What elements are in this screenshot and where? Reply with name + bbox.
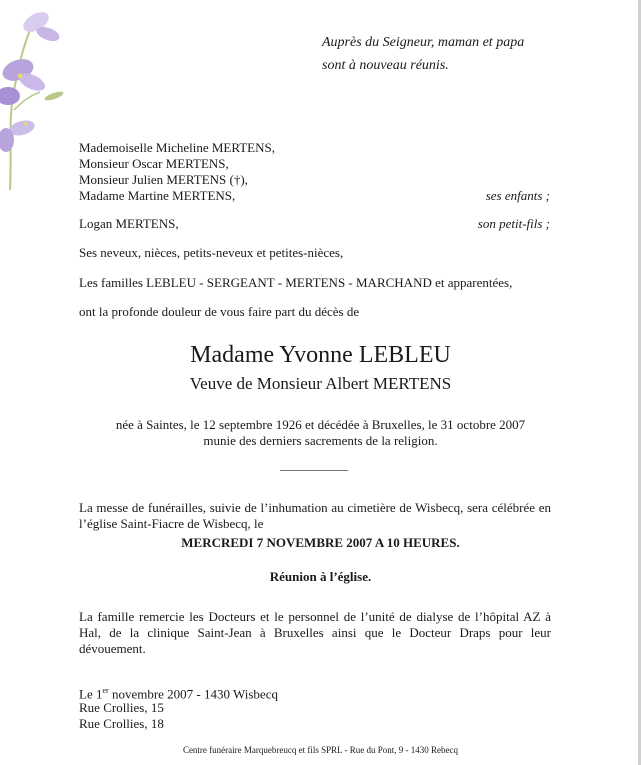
children-list (79, 140, 275, 204)
section-divider (280, 470, 348, 471)
child-name: Madame Martine MERTENS, (79, 188, 236, 203)
funeral-home-footer: Centre funéraire Marquebreucq et fils SPRL - Rue du Pont, 9 - 1430 Rebecq (182, 745, 459, 755)
funeral-paragraph: La messe de funérailles, suivie de l’inhumation au cimetière de Wisbecq, sera célébrée en l’église Saint-Fiacre de Wisbecq, le (79, 500, 551, 531)
children-role: ses enfants ; (485, 188, 550, 203)
quote-line-2: sont à nouveau réunis. (322, 58, 449, 73)
widow-of-line: Veuve de Monsieur Albert MERTENS (189, 374, 452, 393)
nephews-line: Ses neveux, nièces, petits-neveux et petites-nièces, (79, 245, 344, 260)
sacraments-line: munie des derniers sacrements de la religion. (203, 433, 438, 448)
address-2: Rue Crollies, 18 (79, 716, 164, 731)
address-1: Rue Crollies, 15 (79, 700, 164, 715)
child-name: Monsieur Oscar MERTENS, (79, 156, 229, 171)
grandchild-name: Logan MERTENS, (79, 216, 179, 231)
child-name: Monsieur Julien MERTENS (†), (79, 172, 248, 187)
announcement-line: ont la profonde douleur de vous faire part du décès de (79, 304, 360, 319)
deceased-name: Madame Yvonne LEBLEU (190, 342, 451, 368)
closing-date-suffix: novembre 2007 - 1430 Wisbecq (108, 686, 278, 702)
epitaph-quote (322, 31, 524, 77)
flower-illustration (0, 0, 80, 190)
families-line: Les familles LEBLEU - SERGEANT - MERTENS - MARCHAND et apparentées, (79, 275, 513, 290)
thanks-paragraph: La famille remercie les Docteurs et le personnel de l’unité de dialyse de l’hôpital AZ à Hal, de la clinique Saint-Jean à Bruxelles ainsi que le Docteur Draps pour leur dévouement. (79, 609, 551, 656)
child-name: Mademoiselle Micheline MERTENS, (79, 140, 275, 155)
birth-death-line: née à Saintes, le 12 septembre 1926 et décédée à Bruxelles, le 31 octobre 2007 (115, 417, 526, 432)
quote-line-1: Auprès du Seigneur, maman et papa (322, 35, 525, 50)
grandchild-role: son petit-fils ; (477, 216, 550, 231)
funeral-date: MERCREDI 7 NOVEMBRE 2007 A 10 HEURES. (181, 535, 460, 550)
closing-date-ordinal: er (102, 686, 109, 695)
closing-date-prefix: Le 1 (79, 686, 103, 702)
meeting-place: Réunion à l’église. (269, 569, 372, 584)
